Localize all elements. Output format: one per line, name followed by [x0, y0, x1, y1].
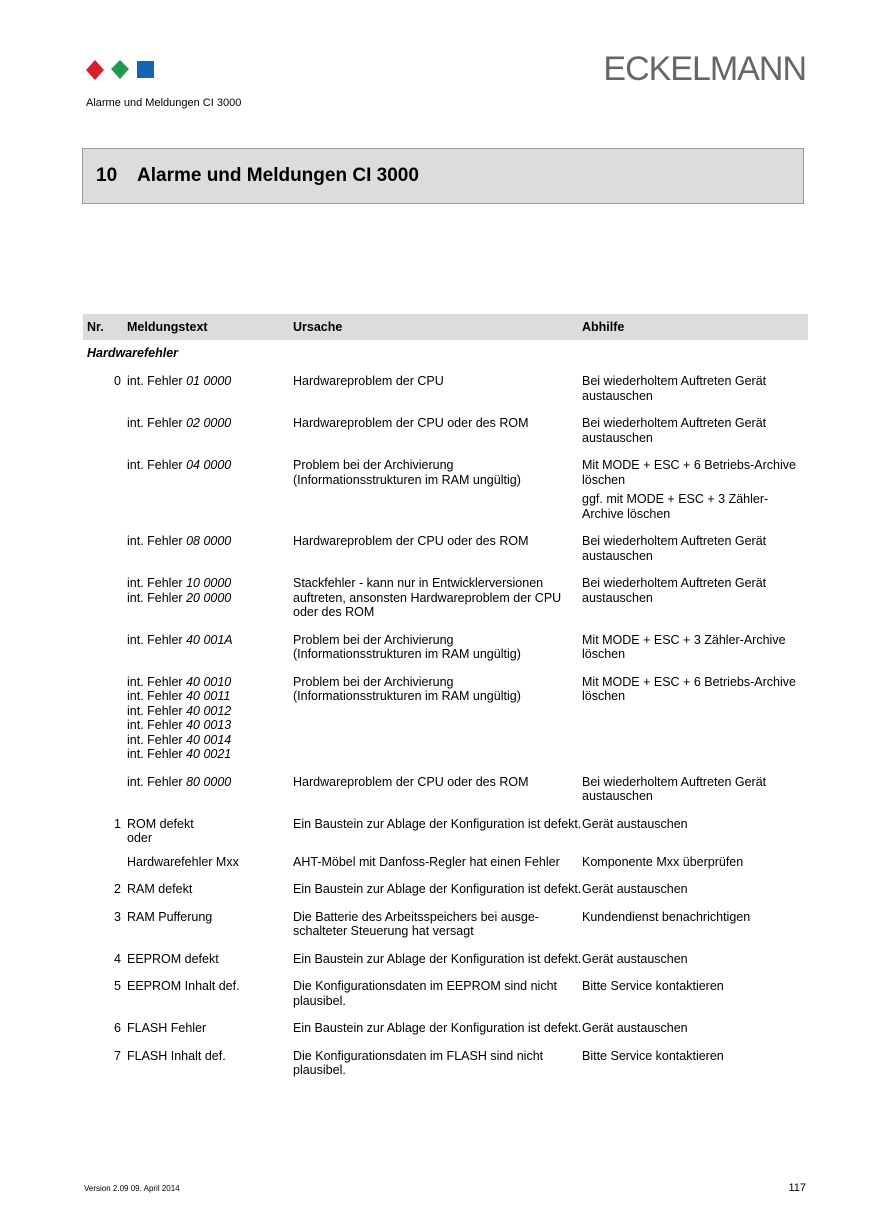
cause-text: Die Batterie des Arbeitsspeichers bei ausge-schalteter Steuerung hat versagt	[293, 909, 539, 938]
cause-text: Hardwareproblem der CPU oder des ROM	[293, 774, 529, 789]
message-line	[127, 591, 293, 606]
remedy-cell	[582, 526, 808, 568]
error-code: 01 0000	[186, 374, 232, 388]
message-text: EEPROM Inhalt def.	[127, 979, 240, 993]
message-text: ROM defekt	[127, 816, 194, 831]
remedy-text: Bei wiederholtem Auftreten Gerät austauschen	[582, 374, 767, 403]
remedy-text: Bitte Service kontaktieren	[582, 1048, 724, 1063]
remedy-text: Mit MODE + ESC + 6 Betriebs-Archive löschen	[582, 674, 796, 703]
cause-cell	[293, 944, 582, 972]
table-row	[83, 450, 808, 526]
page-number: 117	[788, 1182, 806, 1194]
row-number-cell	[83, 1041, 127, 1083]
message-prefix: int. Fehler	[127, 689, 187, 703]
remedy-cell	[582, 1041, 808, 1083]
error-code: 40 0014	[186, 732, 232, 747]
row-number: 6	[114, 1021, 121, 1035]
cause-cell	[293, 366, 582, 408]
remedy-cell	[582, 902, 808, 944]
error-code: 40 0021	[186, 747, 232, 761]
message-prefix: int. Fehler	[127, 416, 187, 430]
error-code: 40 0013	[186, 718, 232, 732]
cause-text: Hardwareproblem der CPU oder des ROM	[293, 534, 529, 548]
row-number-cell	[83, 366, 127, 408]
row-number-cell	[83, 450, 127, 526]
table-row	[83, 568, 808, 625]
row-number-cell	[83, 625, 127, 667]
message-cell	[127, 809, 293, 851]
message-prefix: int. Fehler	[127, 674, 187, 689]
table-row	[83, 809, 808, 851]
message-text: RAM defekt	[127, 882, 193, 896]
message-line	[127, 534, 293, 549]
remedy-text: Gerät austauschen	[582, 1021, 688, 1035]
cause-cell	[293, 1013, 582, 1041]
error-code: 40 0012	[186, 703, 232, 718]
table-row	[83, 408, 808, 450]
cause-text: Ein Baustein zur Ablage der Konfiguration ist defekt.	[293, 951, 582, 966]
message-cell	[127, 874, 293, 902]
remedy-text: Bitte Service kontaktieren	[582, 979, 724, 993]
cause-cell	[293, 450, 582, 526]
row-number-cell	[83, 568, 127, 625]
message-prefix: int. Fehler	[127, 590, 187, 605]
cause-cell	[293, 809, 582, 851]
message-text: Hardwarefehler Mxx	[127, 854, 239, 869]
message-cell	[127, 667, 293, 767]
table-row	[83, 1041, 808, 1083]
message-line	[127, 416, 293, 431]
message-cell	[127, 366, 293, 408]
table-row	[83, 902, 808, 944]
remedy-cell	[582, 408, 808, 450]
cause-cell	[293, 851, 582, 875]
row-number: 1	[114, 816, 121, 831]
footer-version: Version 2.09 09. April 2014	[84, 1184, 180, 1193]
alarm-table	[83, 314, 808, 1083]
table-row	[83, 1013, 808, 1041]
message-cell	[127, 944, 293, 972]
message-cell	[127, 408, 293, 450]
message-line	[127, 458, 293, 473]
cause-text: Hardwareproblem der CPU	[293, 374, 444, 388]
table-row	[83, 874, 808, 902]
message-prefix: int. Fehler	[127, 703, 187, 718]
error-code: 08 0000	[186, 534, 232, 548]
cause-text: AHT-Möbel mit Danfoss-Regler hat einen Fehler	[293, 854, 560, 869]
row-number-cell	[83, 902, 127, 944]
table-row	[83, 667, 808, 767]
cause-cell	[293, 767, 582, 809]
remedy-cell	[582, 944, 808, 972]
message-line	[127, 775, 293, 790]
error-code: 10 0000	[186, 576, 232, 590]
row-number-cell	[83, 874, 127, 902]
cause-text: Problem bei der Archivierung (Informationsstrukturen im RAM ungültig)	[293, 632, 521, 661]
row-number-cell	[83, 1013, 127, 1041]
message-line	[127, 718, 293, 733]
row-number: 4	[114, 951, 121, 966]
message-text-continued: oder	[127, 831, 153, 845]
row-number: 2	[114, 882, 121, 896]
remedy-cell	[582, 874, 808, 902]
message-cell	[127, 1041, 293, 1083]
remedy-cell	[582, 625, 808, 667]
message-line	[127, 576, 293, 591]
cause-cell	[293, 1041, 582, 1083]
error-code: 40 0011	[186, 689, 231, 703]
message-cell	[127, 526, 293, 568]
cause-cell	[293, 625, 582, 667]
message-prefix: int. Fehler	[127, 774, 187, 789]
remedy-cell	[582, 1013, 808, 1041]
message-prefix: int. Fehler	[127, 732, 187, 747]
section-row	[83, 340, 808, 366]
error-code: 40 0010	[186, 674, 232, 689]
header-nr: Nr.	[83, 314, 127, 340]
header-cause: Ursache	[293, 314, 582, 340]
table-header-row	[83, 314, 808, 340]
row-number-cell	[83, 767, 127, 809]
message-cell	[127, 902, 293, 944]
cause-cell	[293, 568, 582, 625]
message-prefix: int. Fehler	[127, 576, 187, 590]
remedy-text: Bei wiederholtem Auftreten Gerät austauschen	[582, 534, 767, 563]
error-code: 20 0000	[186, 590, 232, 605]
eckelmann-logo-icon	[84, 58, 156, 82]
header-message: Meldungstext	[127, 314, 293, 340]
error-code: 04 0000	[186, 458, 232, 472]
message-prefix: int. Fehler	[127, 747, 187, 761]
message-cell	[127, 625, 293, 667]
remedy-text: Komponente Mxx überprüfen	[582, 854, 744, 869]
cause-text: Stackfehler - kann nur in Entwicklerversionen auftreten, ansonsten Hardwareproblem der CPU oder des ROM	[293, 576, 562, 619]
row-number-cell	[83, 408, 127, 450]
remedy-text: Gerät austauschen	[582, 951, 688, 966]
remedy-text-alt: ggf. mit MODE + ESC + 3 Zähler-Archive löschen	[582, 492, 769, 521]
chapter-heading	[82, 148, 804, 204]
row-number-cell	[83, 667, 127, 767]
row-number: 3	[114, 909, 121, 924]
message-text: FLASH Inhalt def.	[127, 1048, 226, 1063]
table-row	[83, 526, 808, 568]
cause-text: Ein Baustein zur Ablage der Konfiguration ist defekt.	[293, 816, 582, 831]
message-line	[127, 633, 293, 648]
remedy-text: Gerät austauschen	[582, 816, 688, 831]
message-cell	[127, 851, 293, 875]
remedy-text: Bei wiederholtem Auftreten Gerät austauschen	[582, 576, 767, 605]
row-number: 0	[114, 374, 121, 388]
remedy-cell	[582, 667, 808, 767]
message-prefix: int. Fehler	[127, 632, 187, 647]
cause-cell	[293, 874, 582, 902]
cause-text: Die Konfigurationsdaten im FLASH sind nicht plausibel.	[293, 1048, 544, 1077]
section-title: Hardwarefehler	[87, 346, 179, 360]
message-prefix: int. Fehler	[127, 718, 187, 732]
cause-text: Ein Baustein zur Ablage der Konfiguration ist defekt.	[293, 1021, 582, 1035]
remedy-cell	[582, 971, 808, 1013]
cause-cell	[293, 526, 582, 568]
remedy-cell	[582, 450, 808, 526]
message-line	[127, 704, 293, 719]
remedy-text: Gerät austauschen	[582, 882, 688, 896]
remedy-text: Mit MODE + ESC + 3 Zähler-Archive löschen	[582, 632, 786, 661]
message-line	[127, 733, 293, 748]
row-number-cell	[83, 526, 127, 568]
remedy-text: Kundendienst benachrichtigen	[582, 909, 751, 924]
table-row	[83, 366, 808, 408]
cause-text: Problem bei der Archivierung (Informationsstrukturen im RAM ungültig)	[293, 458, 521, 487]
chapter-number: 10	[96, 165, 118, 186]
row-number-cell	[83, 809, 127, 851]
message-cell	[127, 971, 293, 1013]
message-line	[127, 689, 293, 704]
remedy-text: Bei wiederholtem Auftreten Gerät austauschen	[582, 774, 767, 803]
error-code: 40 001A	[186, 632, 233, 647]
header-subtitle: Alarme und Meldungen CI 3000	[86, 97, 242, 109]
message-line	[127, 374, 293, 389]
message-text: FLASH Fehler	[127, 1021, 207, 1035]
row-number-cell	[83, 971, 127, 1013]
remedy-cell	[582, 851, 808, 875]
cause-cell	[293, 902, 582, 944]
message-text: RAM Pufferung	[127, 909, 213, 924]
message-cell	[127, 767, 293, 809]
chapter-title: Alarme und Meldungen CI 3000	[137, 165, 419, 186]
row-number-cell	[83, 851, 127, 875]
message-cell	[127, 568, 293, 625]
table-row	[83, 625, 808, 667]
message-text: EEPROM defekt	[127, 951, 219, 966]
message-cell	[127, 1013, 293, 1041]
table-row	[83, 944, 808, 972]
row-number: 5	[114, 979, 121, 993]
error-code: 02 0000	[186, 416, 232, 430]
table-body	[83, 340, 808, 1083]
remedy-text: Mit MODE + ESC + 6 Betriebs-Archive löschen	[582, 458, 796, 487]
cause-cell	[293, 408, 582, 450]
table-row	[83, 767, 808, 809]
row-number: 7	[114, 1048, 121, 1063]
error-code: 80 0000	[186, 774, 232, 789]
message-line	[127, 675, 293, 690]
table-row	[83, 971, 808, 1013]
message-cell	[127, 450, 293, 526]
brand-name: ECKELMANN	[603, 50, 806, 88]
remedy-cell	[582, 809, 808, 851]
message-prefix: int. Fehler	[127, 534, 187, 548]
row-number-cell	[83, 944, 127, 972]
cause-text: Problem bei der Archivierung (Informationsstrukturen im RAM ungültig)	[293, 674, 521, 703]
cause-text: Die Konfigurationsdaten im EEPROM sind nicht plausibel.	[293, 979, 558, 1008]
message-line	[127, 747, 293, 762]
remedy-cell	[582, 568, 808, 625]
remedy-cell	[582, 366, 808, 408]
cause-text: Hardwareproblem der CPU oder des ROM	[293, 416, 529, 430]
header-remedy: Abhilfe	[582, 314, 808, 340]
remedy-cell	[582, 767, 808, 809]
table-row	[83, 851, 808, 875]
cause-cell	[293, 667, 582, 767]
message-prefix: int. Fehler	[127, 458, 187, 472]
cause-text: Ein Baustein zur Ablage der Konfiguration ist defekt.	[293, 882, 582, 896]
cause-cell	[293, 971, 582, 1013]
message-prefix: int. Fehler	[127, 374, 187, 388]
remedy-text: Bei wiederholtem Auftreten Gerät austauschen	[582, 416, 767, 445]
